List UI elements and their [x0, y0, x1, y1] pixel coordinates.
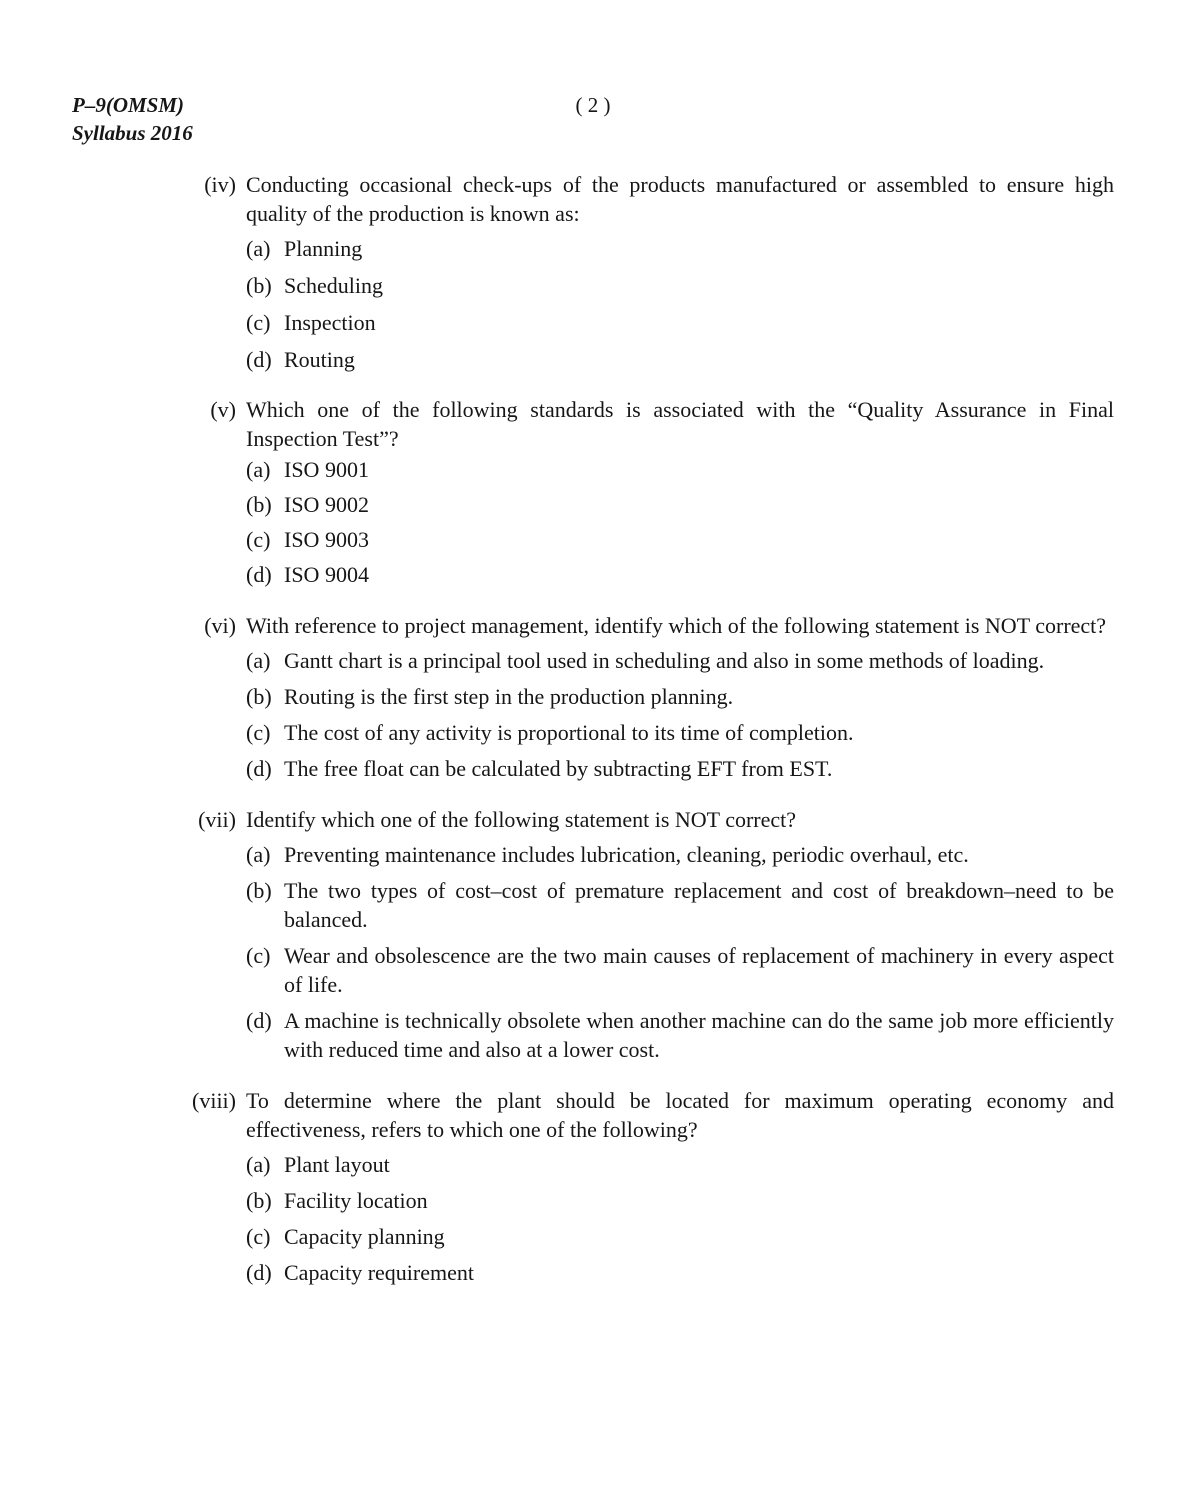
option-text: ISO 9004	[284, 562, 369, 587]
option-label: (a)	[246, 842, 271, 867]
question-number: (vi)	[204, 613, 236, 638]
option-c	[246, 718, 1114, 747]
option-label: (b)	[246, 878, 272, 903]
option-text: Inspection	[284, 310, 376, 335]
option-a	[246, 840, 1114, 869]
option-label: (b)	[246, 492, 272, 517]
option-label: (b)	[246, 684, 272, 709]
option-text: ISO 9002	[284, 492, 369, 517]
option-b	[246, 876, 1114, 934]
option-label: (b)	[246, 273, 272, 298]
option-label: (c)	[246, 720, 271, 745]
question-viii	[180, 1086, 1114, 1287]
option-a	[246, 234, 1114, 263]
syllabus-year: Syllabus 2016	[72, 121, 193, 145]
option-label: (d)	[246, 756, 272, 781]
option-list	[246, 455, 1114, 589]
option-list	[246, 1150, 1114, 1287]
question-number: (viii)	[192, 1088, 236, 1113]
question-iv	[180, 170, 1114, 374]
option-text: Preventing maintenance includes lubrication, cleaning, periodic overhaul, etc.	[284, 842, 969, 867]
option-text: The cost of any activity is proportional to its time of completion.	[284, 720, 854, 745]
option-b	[246, 490, 1114, 519]
option-text: The two types of cost–cost of premature replacement and cost of breakdown–need to be balanced.	[284, 878, 1114, 932]
option-text: The free float can be calculated by subtracting EFT from EST.	[284, 756, 833, 781]
option-text: Planning	[284, 236, 363, 261]
option-d	[246, 560, 1114, 589]
option-label: (b)	[246, 1188, 272, 1213]
question-text: Identify which one of the following statement is NOT correct?	[246, 807, 797, 832]
option-label: (c)	[246, 527, 271, 552]
option-c	[246, 1222, 1114, 1251]
option-label: (a)	[246, 1152, 271, 1177]
question-v	[180, 395, 1114, 589]
option-label: (c)	[246, 310, 271, 335]
option-b	[246, 271, 1114, 300]
option-a	[246, 455, 1114, 484]
option-list	[246, 646, 1114, 783]
option-c	[246, 525, 1114, 554]
option-label: (c)	[246, 1224, 271, 1249]
option-label: (d)	[246, 1260, 272, 1285]
option-text: ISO 9001	[284, 457, 369, 482]
option-d	[246, 1006, 1114, 1064]
page-number: ( 2 )	[575, 93, 611, 117]
question-number: (v)	[210, 397, 236, 422]
option-label: (d)	[246, 1008, 272, 1033]
question-text: Conducting occasional check-ups of the products manufactured or assembled to ensure high quality of the production is known as:	[246, 172, 1114, 226]
option-text: A machine is technically obsolete when another machine can do the same job more efficiently with reduced time and also at a lower cost.	[284, 1008, 1114, 1062]
question-text: To determine where the plant should be located for maximum operating economy and effectiveness, refers to which one of the following?	[246, 1088, 1114, 1142]
option-d	[246, 345, 1114, 374]
option-text: Facility location	[284, 1188, 428, 1213]
paper-code: P–9(OMSM)	[72, 93, 185, 117]
option-label: (d)	[246, 562, 272, 587]
option-a	[246, 646, 1114, 675]
option-b	[246, 682, 1114, 711]
question-vii	[180, 805, 1114, 1064]
option-label: (c)	[246, 943, 271, 968]
option-text: Scheduling	[284, 273, 383, 298]
option-text: ISO 9003	[284, 527, 369, 552]
option-text: Routing is the first step in the production planning.	[284, 684, 734, 709]
question-vi	[180, 611, 1114, 783]
option-c	[246, 941, 1114, 999]
option-d	[246, 754, 1114, 783]
option-d	[246, 1258, 1114, 1287]
option-text: Capacity planning	[284, 1224, 445, 1249]
option-text: Gantt chart is a principal tool used in scheduling and also in some methods of loading.	[284, 648, 1045, 673]
question-number: (vii)	[198, 807, 236, 832]
option-a	[246, 1150, 1114, 1179]
option-text: Plant layout	[284, 1152, 390, 1177]
option-b	[246, 1186, 1114, 1215]
option-list	[246, 840, 1114, 1064]
option-list	[246, 234, 1114, 374]
option-text: Capacity requirement	[284, 1260, 474, 1285]
question-number: (iv)	[204, 172, 236, 197]
option-label: (a)	[246, 457, 271, 482]
option-label: (a)	[246, 236, 271, 261]
option-text: Routing	[284, 347, 355, 372]
option-label: (a)	[246, 648, 271, 673]
question-list	[180, 170, 1114, 1294]
option-text: Wear and obsolescence are the two main causes of replacement of machinery in every aspect of life.	[284, 943, 1114, 997]
option-label: (d)	[246, 347, 272, 372]
option-c	[246, 308, 1114, 337]
question-text: With reference to project management, identify which of the following statement is NOT correct?	[246, 613, 1107, 638]
question-text: Which one of the following standards is associated with the “Quality Assurance in Final Inspection Test”?	[246, 397, 1114, 451]
paper-header	[72, 91, 193, 147]
